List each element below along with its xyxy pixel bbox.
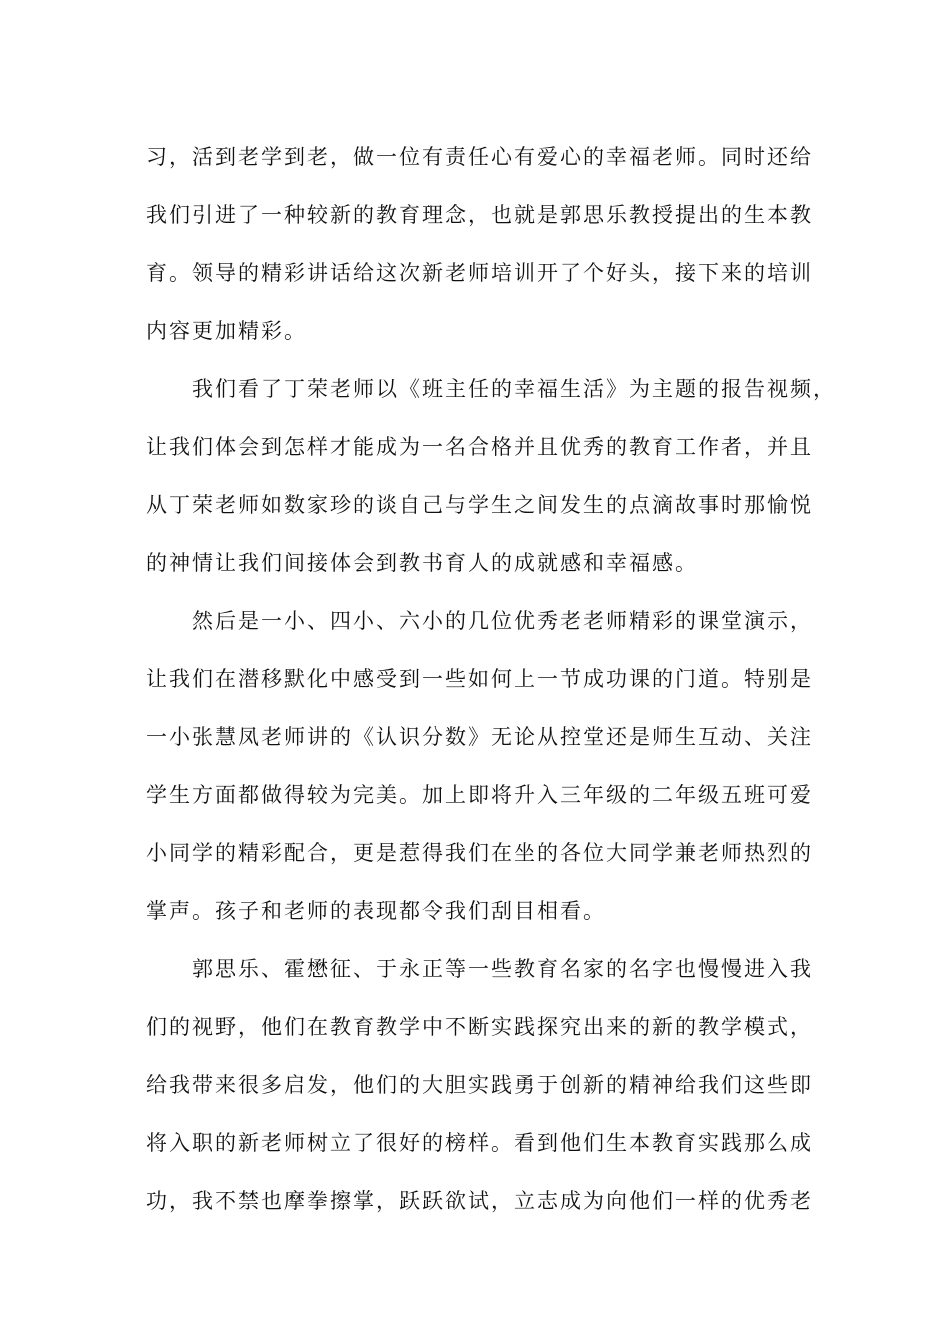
text-line: 从丁荣老师如数家珍的谈自己与学生之间发生的点滴故事时那愉悦 [146, 493, 813, 517]
text-line: 将入职的新老师树立了很好的榜样。看到他们生本教育实践那么成 [146, 1131, 813, 1155]
text-line: 学生方面都做得较为完美。加上即将升入三年级的二年级五班可爱 [146, 783, 813, 807]
text-line: 小同学的精彩配合，更是惹得我们在坐的各位大同学兼老师热烈的 [146, 841, 813, 865]
text-line: 习，活到老学到老，做一位有责任心有爱心的幸福老师。同时还给 [146, 145, 813, 169]
text-line: 我们引进了一种较新的教育理念，也就是郭思乐教授提出的生本教 [146, 203, 813, 227]
text-line: 的神情让我们间接体会到教书育人的成就感和幸福感。 [146, 551, 698, 575]
text-line: 让我们在潜移默化中感受到一些如何上一节成功课的门道。特别是 [146, 667, 813, 691]
text-line: 功，我不禁也摩拳擦掌，跃跃欲试，立志成为向他们一样的优秀老 [146, 1189, 813, 1213]
text-line: 给我带来很多启发，他们的大胆实践勇于创新的精神给我们这些即 [146, 1073, 813, 1097]
text-line: 一小张慧凤老师讲的《认识分数》无论从控堂还是师生互动、关注 [146, 725, 813, 749]
text-line: 育。领导的精彩讲话给这次新老师培训开了个好头，接下来的培训 [146, 261, 813, 285]
text-line: 内容更加精彩。 [146, 319, 307, 343]
text-line: 让我们体会到怎样才能成为一名合格并且优秀的教育工作者，并且 [146, 435, 813, 459]
text-line: 们的视野，他们在教育教学中不断实践探究出来的新的教学模式， [146, 1015, 813, 1039]
paragraph-first-line: 然后是一小、四小、六小的几位优秀老老师精彩的课堂演示， [192, 609, 813, 633]
body-text [146, 128, 836, 1230]
text-line: 掌声。孩子和老师的表现都令我们刮目相看。 [146, 899, 606, 923]
paragraph-first-line: 我们看了丁荣老师以《班主任的幸福生活》为主题的报告视频， [192, 377, 836, 401]
paragraph-first-line: 郭思乐、霍懋征、于永正等一些教育名家的名字也慢慢进入我 [192, 957, 813, 981]
